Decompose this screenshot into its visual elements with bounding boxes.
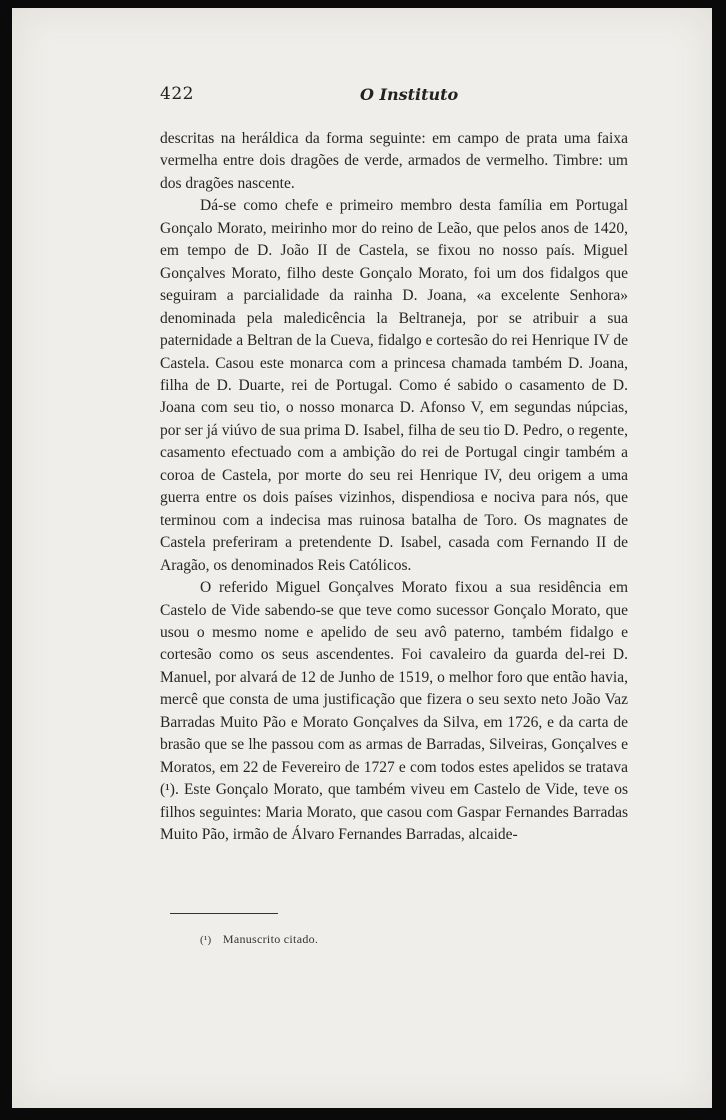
paragraph-castelo-de-vide: O referido Miguel Gonçalves Morato fixou a sua residência em Castelo de Vide sabendo-se que teve como sucessor Gonçalo Morato, que usou o mesmo nome e apelido de seu avô paterno, também fidalgo e cortesão como os seus ascendentes. Foi cavaleiro da guarda del-rei D. Manuel, por alvará de 12 de Junho de 1519, o melhor foro que então havia, mercê que consta de uma justificação que fizera o seu sexto neto João Vaz Barradas Muito Pão e Morato Gonçalves da Silva, em 1726, e da carta de brasão que se lhe passou com as armas de Barradas, Silveiras, Gonçalves e Moratos, em 22 de Fevereiro de 1727 e com todos estes apelidos se tratava (¹). Este Gonçalo Morato, que também viveu em Castelo de Vide, teve os filhos seguintes: Maria Morato, que casou com Gaspar Fernandes Barradas Muito Pão, irmão de Álvaro Fernandes Barradas, alcaide- xyxy=(160,579,628,844)
page-header xyxy=(160,84,620,110)
footnote-marker: (¹) xyxy=(200,934,212,946)
page-number: 422 xyxy=(160,84,194,104)
footnote-rule xyxy=(170,913,278,914)
paragraph-origins: Dá-se como chefe e primeiro membro desta família em Portugal Gonçalo Morato, meirinho mor do reino de Leão, que pelos anos de 1420, em tempo de D. João II de Castela, se fixou no nosso país. Miguel Gonçalves Morato, filho deste Gonçalo Morato, foi um dos fidalgos que seguiram a parcialidade da rainha D. Joana, «a excelente Senhora» denominada pela maledicência la Beltraneja, por se atribuir a sua paternidade a Beltran de la Cueva, fidalgo e cortesão do rei Henrique IV de Castela. Casou este monarca com a princesa chamada também D. Joana, filha de D. Duarte, rei de Portugal. Como é sabido o casamento de D. Joana com seu tio, o nosso monarca D. Afonso V, em segundas núpcias, por ser já viúvo de sua prima D. Isabel, filha de seu tio D. Pedro, o regente, casamento efectuado com a ambição do rei de Portugal cingir também a coroa de Castela, por morte do seu rei Henrique IV, deu origem a uma guerra entre os dois países vizinhos, dispendiosa e nociva para nós, que terminou com a indecisa mas ruinosa batalha de Toro. Os magnates de Castela preferiram a pretendente D. Isabel, casada com Fernando II de Aragão, os denominados Reis Católicos. xyxy=(160,197,628,574)
paragraph-continuation: descritas na heráldica da forma seguinte: em campo de prata uma faixa vermelha entre dois dragões de verde, armados de vermelho. Timbre: um dos dragões nascente. xyxy=(160,130,628,192)
running-title: O Instituto xyxy=(360,85,459,104)
body-text xyxy=(160,128,628,847)
footnote-text: Manuscrito citado. xyxy=(222,932,319,946)
footnote xyxy=(200,932,318,947)
